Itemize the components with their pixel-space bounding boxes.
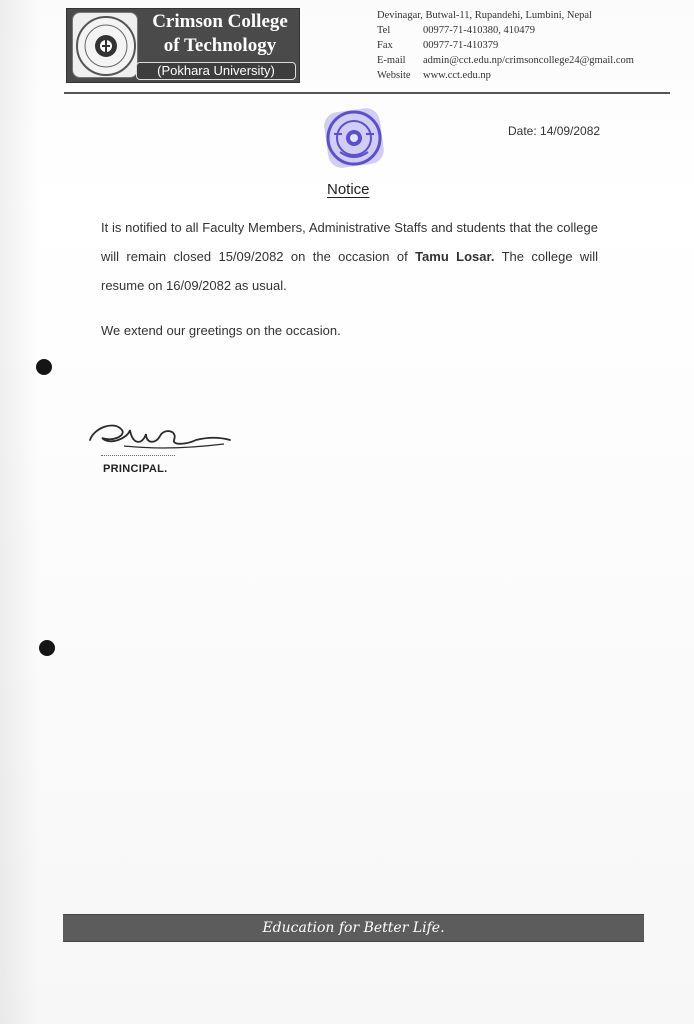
- website-line: [377, 68, 677, 83]
- notice-body-part1: It is notified to all Faculty Members, Administrative Staffs and students that the college will remain closed 15/09/2082 on the occasion of: [101, 220, 598, 264]
- signature-line: [101, 455, 175, 456]
- college-name: [143, 10, 297, 58]
- footer-motto: Education for Better Life.: [262, 920, 445, 936]
- notice-title: Notice: [327, 181, 370, 198]
- footer-banner: [63, 914, 644, 942]
- website-value: www.cct.edu.np: [423, 70, 491, 81]
- tel-value: 00977-71-410380, 410479: [423, 25, 535, 36]
- college-seal-stamp-icon: [320, 104, 388, 172]
- notice-body-part2: The college will resume on 16/09/2082 as usual.: [101, 249, 598, 293]
- notice-date: Date: 14/09/2082: [508, 124, 601, 138]
- tel-line: [377, 23, 677, 38]
- email-label: E-mail: [377, 55, 406, 66]
- tel-label: Tel: [377, 25, 391, 36]
- notice-paragraph: [101, 213, 598, 300]
- email-value: admin@cct.edu.np/crimsoncollege24@gmail.com: [423, 55, 634, 66]
- scan-shadow: [0, 0, 40, 1024]
- address-text: Devinagar, Butwal-11, Rupandehi, Lumbini, Nepal: [377, 10, 592, 21]
- university-label: (Pokhara University): [136, 62, 296, 80]
- notice-body: [101, 213, 598, 300]
- header-divider: [64, 92, 670, 94]
- handwritten-signature-icon: [84, 410, 234, 460]
- punch-hole-top: [36, 359, 52, 375]
- fax-value: 00977-71-410379: [423, 40, 499, 51]
- college-name-line1: Crimson College: [152, 11, 288, 32]
- email-line: [377, 53, 677, 68]
- principal-title: PRINCIPAL.: [103, 463, 168, 475]
- address-line: [377, 8, 677, 23]
- website-label: Website: [377, 70, 411, 81]
- fax-line: [377, 38, 677, 53]
- punch-hole-bottom: [39, 640, 55, 656]
- fax-label: Fax: [377, 40, 393, 51]
- college-crest-icon: [72, 12, 138, 78]
- college-name-line2: of Technology: [163, 35, 277, 56]
- contact-block: [377, 8, 677, 83]
- festival-name: Tamu Losar.: [415, 249, 495, 264]
- greeting-line: We extend our greetings on the occasion.: [101, 323, 341, 338]
